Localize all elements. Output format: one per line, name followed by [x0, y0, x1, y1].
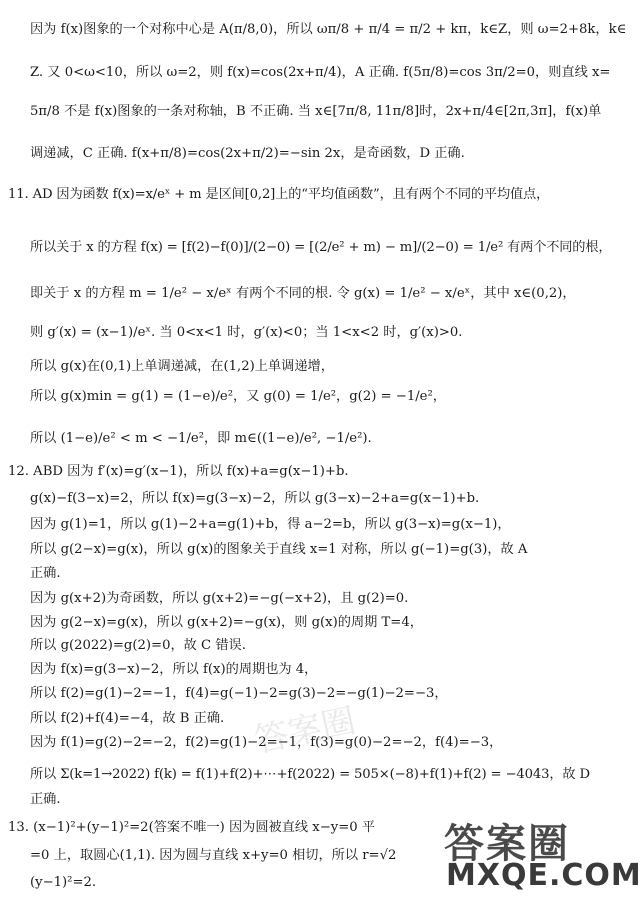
text-line-6: 所以关于 x 的方程 f(x) = [f(2)−f(0)]/(2−0) = [(2/e² + m) − m]/(2−0) = 1/e² 有两个不同的根， — [30, 240, 612, 255]
site-logo-en: MXQE.COM — [446, 858, 642, 893]
text-line-26: 13. (x−1)²+(y−1)²=2(答案不唯一) 因为圆被直线 x−y=0 平 — [8, 820, 376, 835]
text-line-15: 所以 g(2−x)=g(x)，所以 g(x)的图象关于直线 x=1 对称，所以 g(−1)=g(3)，故 A — [30, 542, 528, 557]
text-line-11: 所以 (1−e)/e² < m < −1/e²，即 m∈((1−e)/e², −1/e²). — [30, 431, 372, 446]
text-line-18: 因为 g(2−x)=g(x)，所以 g(x+2)=−g(x)，则 g(x)的周期 T=4， — [30, 615, 423, 630]
site-logo-cn: 答案圈 — [444, 821, 570, 867]
text-line-28: (y−1)²=2. — [30, 875, 97, 890]
text-line-9: 所以 g(x)在(0,1)上单调递减，在(1,2)上单调递增， — [30, 359, 334, 374]
text-line-12: 12. ABD 因为 f′(x)=g′(x−1)，所以 f(x)+a=g(x−1)+b. — [8, 464, 349, 479]
text-line-5: 11. AD 因为函数 f(x)=x/eˣ + m 是区间[0,2]上的“平均值函数”，且有两个不同的平均值点， — [8, 187, 550, 202]
text-line-23: 因为 f(1)=g(2)−2=−2，f(2)=g(1)−2=−1，f(3)=g(0)−2=−2，f(4)=−3， — [30, 735, 503, 750]
text-line-17: 因为 g(x+2)为奇函数，所以 g(x+2)=−g(−x+2)，且 g(2)=0. — [30, 591, 409, 606]
site-logo — [444, 812, 642, 898]
text-line-1: 因为 f(x)图象的一个对称中心是 A(π/8,0)，所以 ωπ/8 + π/4 = π/2 + kπ，k∈Z，则 ω=2+8k，k∈ — [30, 22, 627, 37]
text-line-20: 因为 f(x)=g(3−x)−2，所以 f(x)的周期也为 4， — [30, 662, 318, 677]
text-line-13: g(x)−f(3−x)=2，所以 f(x)=g(3−x)−2，所以 g(3−x)−2+a=g(x−1)+b. — [30, 491, 480, 506]
text-line-22: 所以 f(2)+f(4)=−4，故 B 正确. — [30, 711, 225, 726]
text-line-14: 因为 g(1)=1，所以 g(1)−2+a=g(1)+b，得 a−2=b，所以 g(3−x)=g(x−1)， — [30, 517, 511, 532]
text-line-8: 则 g′(x) = (x−1)/eˣ. 当 0<x<1 时，g′(x)<0；当 1<x<2 时，g′(x)>0. — [30, 325, 463, 340]
text-line-21: 所以 f(2)=g(1)−2=−1，f(4)=g(−1)−2=g(3)−2=−g(1)−2=−3， — [30, 686, 448, 701]
text-line-16: 正确. — [30, 566, 61, 581]
text-line-10: 所以 g(x)min = g(1) = (1−e)/e²，又 g(0) = 1/e²，g(2) = −1/e²， — [30, 389, 446, 404]
text-line-7: 即关于 x 的方程 m = 1/e² − x/eˣ 有两个不同的根. 令 g(x) = 1/e² − x/eˣ，其中 x∈(0,2)， — [30, 286, 576, 301]
watermark-stamp — [250, 695, 370, 765]
text-line-24: 所以 Σ(k=1→2022) f(k) = f(1)+f(2)+⋯+f(2022) = 505×(−8)+f(1)+f(2) = −4043，故 D — [30, 767, 590, 782]
text-line-27: =0 上，取圆心(1,1). 因为圆与直线 x+y=0 相切，所以 r=√2 — [30, 848, 397, 863]
text-line-4: 调递减，C 正确. f(x+π/8)=cos(2x+π/2)=−sin 2x，是奇函数，D 正确. — [30, 146, 465, 161]
text-line-19: 所以 g(2022)=g(2)=0，故 C 错误. — [30, 638, 246, 653]
text-line-2: Z. 又 0<ω<10，所以 ω=2，则 f(x)=cos(2x+π/4)，A 正确. f(5π/8)=cos 3π/2=0，则直线 x= — [30, 65, 611, 80]
watermark-text: 答案圈 — [251, 700, 360, 762]
text-line-3: 5π/8 不是 f(x)图象的一条对称轴，B 不正确. 当 x∈[7π/8, 11π/8]时，2x+π/4∈[2π,3π]，f(x)单 — [30, 104, 602, 119]
text-line-25: 正确. — [30, 792, 61, 807]
